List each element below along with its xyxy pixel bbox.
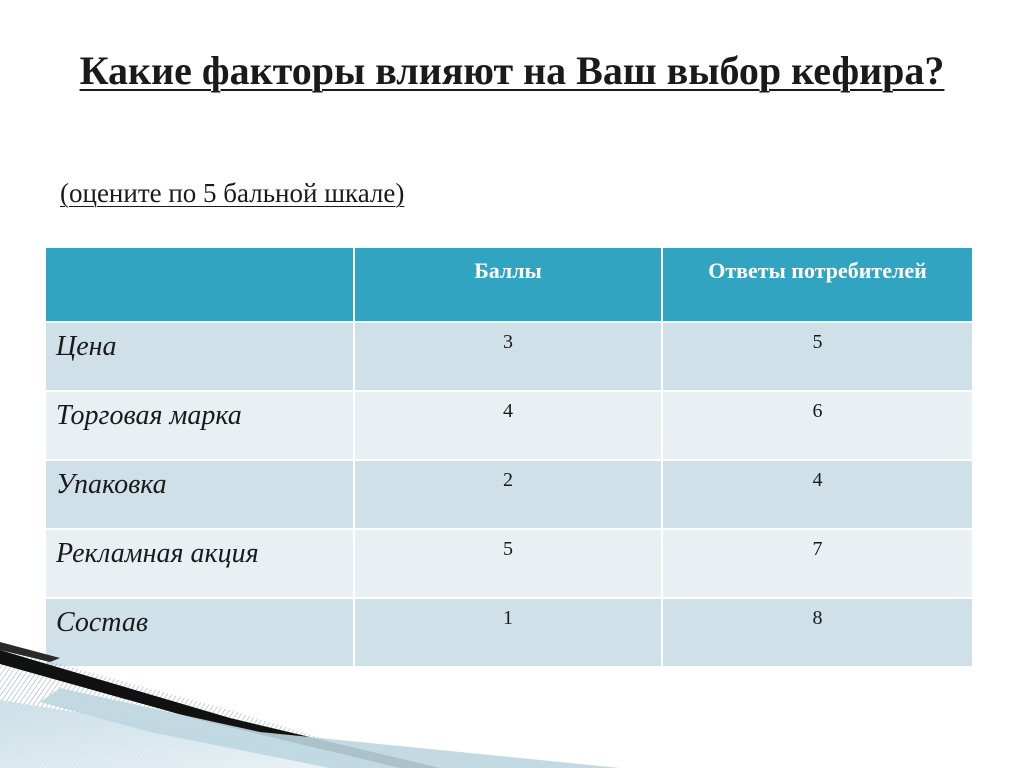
score-cell: 2 [354,460,662,529]
slide-subtitle: (оцените по 5 бальной шкале) [60,178,405,208]
decorative-swoosh [0,640,620,768]
responses-cell: 7 [662,529,973,598]
score-cell: 4 [354,391,662,460]
score-cell: 3 [354,322,662,391]
factor-cell: Торговая марка [45,391,354,460]
table-row [45,460,973,529]
score-cell: 1 [354,598,662,667]
responses-cell: 8 [662,598,973,667]
factor-cell: Упаковка [45,460,354,529]
responses-cell: 4 [662,460,973,529]
factor-cell: Цена [45,322,354,391]
responses-cell: 6 [662,391,973,460]
responses-cell: 5 [662,322,973,391]
table-row [45,529,973,598]
header-factor [45,247,354,322]
header-responses: Ответы потребителей [662,247,973,322]
table-header-row [45,247,973,322]
factor-cell: Состав [45,598,354,667]
factors-table [44,246,974,668]
header-score: Баллы [354,247,662,322]
table-row [45,391,973,460]
table-row [45,322,973,391]
slide-title [60,42,964,100]
slide-title-text: Какие факторы влияют на Ваш выбор кефира? [79,48,945,93]
factor-cell: Рекламная акция [45,529,354,598]
score-cell: 5 [354,529,662,598]
